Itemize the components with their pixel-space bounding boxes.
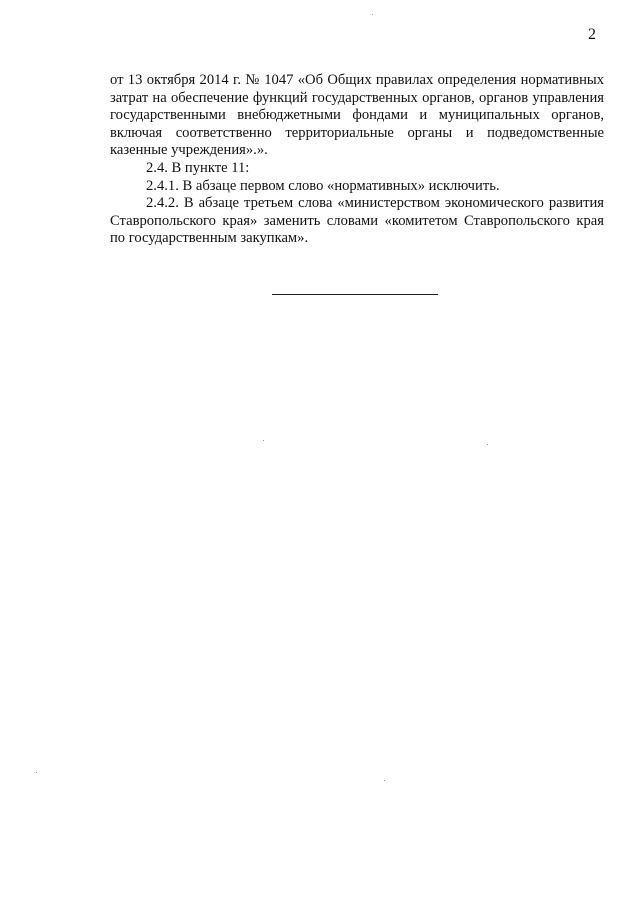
end-separator-line	[272, 294, 438, 295]
document-body	[110, 72, 604, 248]
scan-speck	[263, 440, 264, 441]
page-number: 2	[588, 26, 596, 43]
scan-speck	[384, 780, 385, 781]
paragraph-item-2-4-2: 2.4.2. В абзаце третьем слова «министерством экономического развития Ставропольского края» заменить словами «комитетом Ставропольского края по государственным закупкам».	[110, 195, 604, 247]
scan-speck	[36, 772, 37, 773]
scan-speck	[487, 444, 488, 445]
paragraph-continuation: от 13 октября 2014 г. № 1047 «Об Общих правилах определения нормативных затрат на обеспечение функций государственных органов, органов управления государственными внебюджетными фондами и муниципальных органов, включая соответственно территориальные органы и подведомственные казенные учреждения».».	[110, 72, 604, 159]
scan-speck	[372, 14, 373, 15]
paragraph-item-2-4: 2.4. В пункте 11:	[146, 159, 250, 176]
paragraph-item-2-4-1: 2.4.1. В абзаце первом слово «нормативных» исключить.	[146, 177, 500, 194]
